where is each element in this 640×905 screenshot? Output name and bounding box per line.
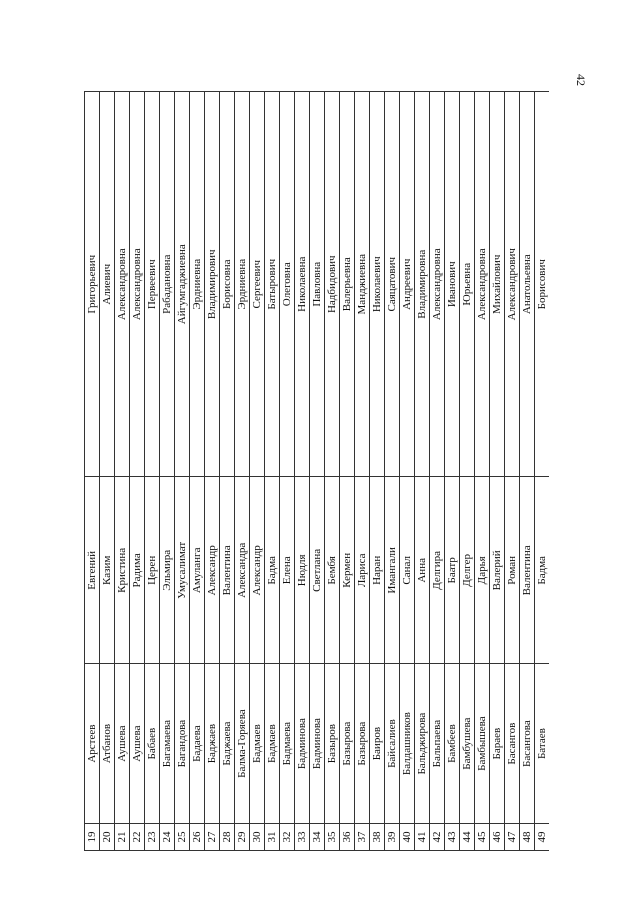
last-name-cell: Аушева	[130, 664, 145, 824]
table-row	[205, 92, 220, 851]
row-number: 39	[385, 824, 400, 851]
first-name-cell: Делгира	[430, 477, 445, 664]
table-row	[130, 92, 145, 851]
patronymic-cell: Олеговна	[280, 92, 295, 477]
row-number: 30	[250, 824, 265, 851]
patronymic-cell: Николаевна	[295, 92, 310, 477]
last-name-cell: Бальджирова	[415, 664, 430, 824]
last-name-cell: Баиров	[370, 664, 385, 824]
table-row	[280, 92, 295, 851]
first-name-cell: Роман	[505, 477, 520, 664]
row-number: 24	[160, 824, 175, 851]
first-name-cell: Александр	[205, 477, 220, 664]
patronymic-cell: Владимировна	[415, 92, 430, 477]
last-name-cell: Баджаев	[205, 664, 220, 824]
table-row	[220, 92, 235, 851]
table-row	[460, 92, 475, 851]
first-name-cell: Кермен	[340, 477, 355, 664]
table-row	[385, 92, 400, 851]
table-row	[475, 92, 490, 851]
table-row	[355, 92, 370, 851]
last-name-cell: Бадминова	[295, 664, 310, 824]
row-number: 27	[205, 824, 220, 851]
last-name-cell: Бамбышева	[475, 664, 490, 824]
patronymic-cell: Валерьевна	[340, 92, 355, 477]
patronymic-cell: Григорьевич	[85, 92, 100, 477]
first-name-cell: Умусалимат	[175, 477, 190, 664]
table-row	[490, 92, 505, 851]
row-number: 31	[265, 824, 280, 851]
table-row	[160, 92, 175, 851]
patronymic-cell: Айгумгаджиевна	[175, 92, 190, 477]
first-name-cell: Санал	[400, 477, 415, 664]
first-name-cell: Казим	[100, 477, 115, 664]
row-number: 37	[355, 824, 370, 851]
first-name-cell: Нюдля	[295, 477, 310, 664]
first-name-cell: Бадма	[535, 477, 550, 664]
first-name-cell: Эльмира	[160, 477, 175, 664]
last-name-cell: Бамбушева	[460, 664, 475, 824]
last-name-cell: Баджаева	[220, 664, 235, 824]
last-name-cell: Багамаева	[160, 664, 175, 824]
last-name-cell: Базырова	[355, 664, 370, 824]
table-row	[415, 92, 430, 851]
row-number: 32	[280, 824, 295, 851]
name-table	[84, 91, 549, 851]
row-number: 34	[310, 824, 325, 851]
patronymic-cell: Борисовна	[220, 92, 235, 477]
table-row	[310, 92, 325, 851]
patronymic-cell: Саяцатович	[385, 92, 400, 477]
patronymic-cell: Юрьевна	[460, 92, 475, 477]
table-row	[100, 92, 115, 851]
first-name-cell: Бембя	[325, 477, 340, 664]
last-name-cell: Аушева	[115, 664, 130, 824]
patronymic-cell: Александровна	[475, 92, 490, 477]
first-name-cell: Бадма	[265, 477, 280, 664]
last-name-cell: Бадмаев	[265, 664, 280, 824]
row-number: 35	[325, 824, 340, 851]
row-number: 26	[190, 824, 205, 851]
row-number: 45	[475, 824, 490, 851]
patronymic-cell: Павловна	[310, 92, 325, 477]
patronymic-cell: Алиевич	[100, 92, 115, 477]
last-name-cell: Бадмаева	[280, 664, 295, 824]
table-row	[430, 92, 445, 851]
row-number: 48	[520, 824, 535, 851]
patronymic-cell: Александровна	[430, 92, 445, 477]
first-name-cell: Наран	[370, 477, 385, 664]
first-name-cell: Делгер	[460, 477, 475, 664]
patronymic-cell: Сергеевич	[250, 92, 265, 477]
last-name-cell: Базырова	[340, 664, 355, 824]
page-number: 42	[574, 74, 588, 86]
patronymic-cell: Батырович	[265, 92, 280, 477]
row-number: 47	[505, 824, 520, 851]
patronymic-cell: Иванович	[445, 92, 460, 477]
first-name-cell: Анна	[415, 477, 430, 664]
first-name-cell: Светлана	[310, 477, 325, 664]
last-name-cell: Батаев	[535, 664, 550, 824]
last-name-cell: Байсалиев	[385, 664, 400, 824]
first-name-cell: Александра	[235, 477, 250, 664]
first-name-cell: Валерий	[490, 477, 505, 664]
row-number: 41	[415, 824, 430, 851]
first-name-cell: Имангали	[385, 477, 400, 664]
table-container	[84, 91, 549, 851]
first-name-cell: Лариса	[355, 477, 370, 664]
row-number: 36	[340, 824, 355, 851]
patronymic-cell: Михайлович	[490, 92, 505, 477]
row-number: 46	[490, 824, 505, 851]
table-row	[175, 92, 190, 851]
first-name-cell: Баатр	[445, 477, 460, 664]
last-name-cell: Бадаева	[190, 664, 205, 824]
row-number: 38	[370, 824, 385, 851]
row-number: 40	[400, 824, 415, 851]
first-name-cell: Церен	[145, 477, 160, 664]
row-number: 19	[85, 824, 100, 851]
patronymic-cell: Александровна	[115, 92, 130, 477]
first-name-cell: Кристина	[115, 477, 130, 664]
table-row	[505, 92, 520, 851]
last-name-cell: Бараев	[490, 664, 505, 824]
table-row	[370, 92, 385, 851]
table-row	[190, 92, 205, 851]
row-number: 20	[100, 824, 115, 851]
last-name-cell: Бадмаев	[250, 664, 265, 824]
table-row	[85, 92, 100, 851]
patronymic-cell: Анатольевна	[520, 92, 535, 477]
row-number: 44	[460, 824, 475, 851]
table-row	[295, 92, 310, 851]
table-row	[520, 92, 535, 851]
row-number: 23	[145, 824, 160, 851]
row-number: 43	[445, 824, 460, 851]
first-name-cell: Валентина	[520, 477, 535, 664]
last-name-cell: Бабаев	[145, 664, 160, 824]
row-number: 22	[130, 824, 145, 851]
first-name-cell: Александр	[250, 477, 265, 664]
table-row	[265, 92, 280, 851]
last-name-cell: Басангова	[520, 664, 535, 824]
patronymic-cell: Надбидович	[325, 92, 340, 477]
row-number: 21	[115, 824, 130, 851]
first-name-cell: Дарья	[475, 477, 490, 664]
table-row	[340, 92, 355, 851]
row-number: 28	[220, 824, 235, 851]
first-name-cell: Радима	[130, 477, 145, 664]
table-row	[145, 92, 160, 851]
patronymic-cell: Первеевич	[145, 92, 160, 477]
last-name-cell: Балдашников	[400, 664, 415, 824]
last-name-cell: Бамбеев	[445, 664, 460, 824]
table-row	[250, 92, 265, 851]
last-name-cell: Бальпаева	[430, 664, 445, 824]
first-name-cell: Елена	[280, 477, 295, 664]
last-name-cell: Басангов	[505, 664, 520, 824]
last-name-cell: Балма-Горяева	[235, 664, 250, 824]
row-number: 49	[535, 824, 550, 851]
table-row	[535, 92, 550, 851]
table-row	[115, 92, 130, 851]
table-row	[235, 92, 250, 851]
patronymic-cell: Андреевич	[400, 92, 415, 477]
last-name-cell: Атбанов	[100, 664, 115, 824]
first-name-cell: Евгений	[85, 477, 100, 664]
patronymic-cell: Борисович	[535, 92, 550, 477]
patronymic-cell: Александрович	[505, 92, 520, 477]
last-name-cell: Базыров	[325, 664, 340, 824]
patronymic-cell: Манджиевна	[355, 92, 370, 477]
table-row	[400, 92, 415, 851]
last-name-cell: Бадминова	[310, 664, 325, 824]
row-number: 25	[175, 824, 190, 851]
patronymic-cell: Эрдниевна	[190, 92, 205, 477]
table-row	[325, 92, 340, 851]
patronymic-cell: Рабадановна	[160, 92, 175, 477]
row-number: 33	[295, 824, 310, 851]
last-name-cell: Арстеев	[85, 664, 100, 824]
first-name-cell: Валентина	[220, 477, 235, 664]
patronymic-cell: Эрдниевна	[235, 92, 250, 477]
row-number: 42	[430, 824, 445, 851]
first-name-cell: Амуланга	[190, 477, 205, 664]
patronymic-cell: Николаевич	[370, 92, 385, 477]
last-name-cell: Багандова	[175, 664, 190, 824]
row-number: 29	[235, 824, 250, 851]
patronymic-cell: Владимирович	[205, 92, 220, 477]
patronymic-cell: Александровна	[130, 92, 145, 477]
table-row	[445, 92, 460, 851]
